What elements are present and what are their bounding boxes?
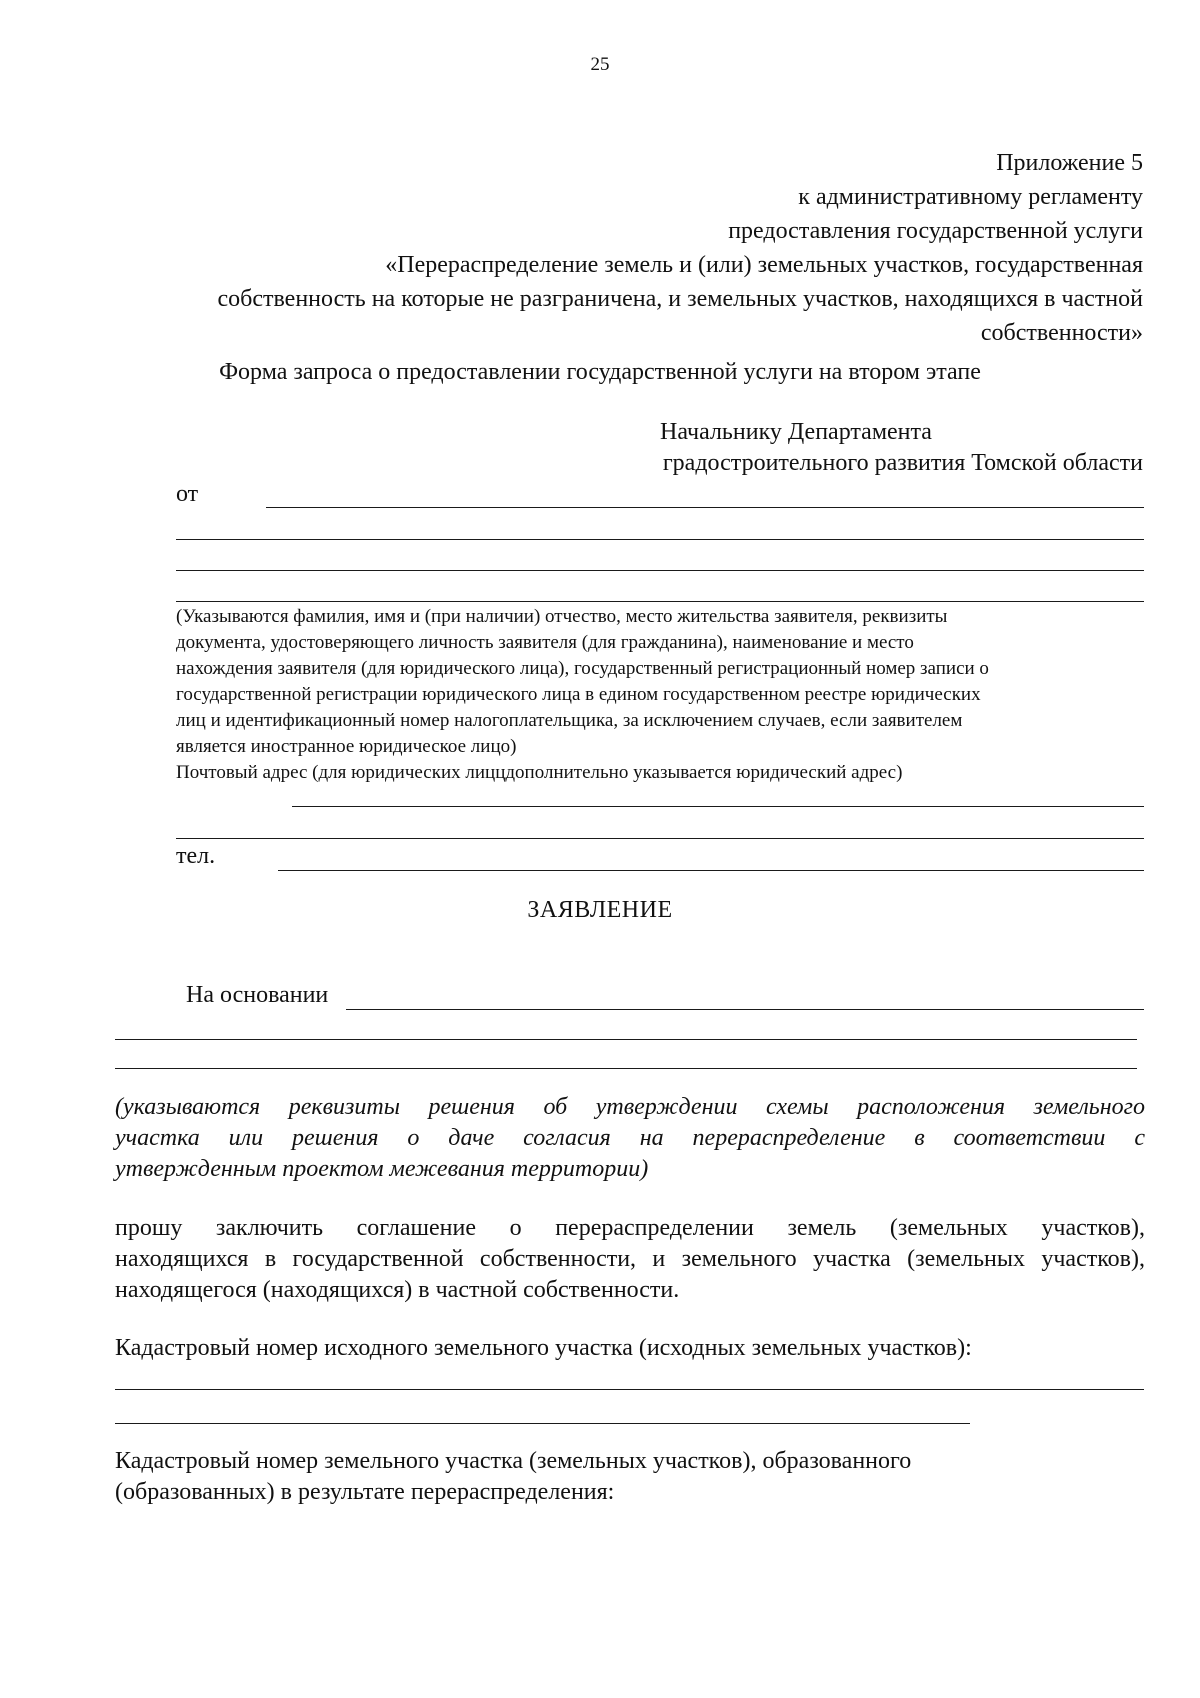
applicant-hint-line: нахождения заявителя (для юридического лица), государственный регистрационный номер записи о bbox=[176, 658, 989, 679]
result-cadastral-label-line: (образованных) в результате перераспределения: bbox=[115, 1479, 615, 1505]
appendix-header bbox=[100, 146, 1143, 350]
basis-hint-line: (указываются реквизиты решения об утверждении схемы расположения земельного bbox=[115, 1094, 1145, 1120]
phone-label: тел. bbox=[176, 843, 216, 869]
applicant-field-line-2[interactable] bbox=[176, 539, 1144, 540]
appendix-line-5: собственность на которые не разграничена, и земельных участков, находящихся в частной bbox=[217, 286, 1143, 312]
request-text-line: прошу заключить соглашение о перераспределении земель (земельных участков), bbox=[115, 1215, 1145, 1241]
basis-hint-line: утвержденным проектом межевания территории) bbox=[115, 1156, 649, 1182]
statement-title: ЗАЯВЛЕНИЕ bbox=[527, 897, 673, 923]
applicant-hint-line: лиц и идентификационный номер налогоплательщика, за исключением случаев, если заявителем bbox=[176, 710, 963, 731]
basis-hint bbox=[115, 1092, 1145, 1185]
appendix-line-2: к административному регламенту bbox=[798, 184, 1143, 210]
addressee-line-1: Начальнику Департамента bbox=[660, 419, 932, 445]
source-cadastral-label: Кадастровый номер исходного земельного участка (исходных земельных участков): bbox=[115, 1335, 972, 1361]
result-cadastral-label-line: Кадастровый номер земельного участка (земельных участков), образованного bbox=[115, 1448, 912, 1474]
addressee-line-2: градостроительного развития Томской области bbox=[662, 450, 1143, 476]
applicant-field-line-4[interactable] bbox=[176, 601, 1144, 602]
appendix-line-6: собственности» bbox=[980, 320, 1143, 346]
result-cadastral-label bbox=[115, 1446, 911, 1508]
applicant-field-line-1[interactable] bbox=[266, 507, 1144, 508]
appendix-line-3: предоставления государственной услуги bbox=[728, 218, 1143, 244]
request-text bbox=[115, 1213, 1145, 1306]
applicant-hint-line: является иностранное юридическое лицо) bbox=[176, 736, 517, 757]
request-text-line: находящегося (находящихся) в частной собственности. bbox=[115, 1277, 680, 1303]
postal-address-line-1[interactable] bbox=[292, 806, 1144, 807]
basis-field-line-2[interactable] bbox=[115, 1039, 1137, 1040]
appendix-line-4: «Перераспределение земель и (или) земельных участков, государственная bbox=[385, 252, 1143, 278]
page-number: 25 bbox=[590, 54, 610, 75]
postal-address-label: Почтовый адрес (для юридических лиццдополнительно указывается юридический адрес) bbox=[176, 762, 903, 783]
applicant-hint-line: (Указываются фамилия, имя и (при наличии) отчество, место жительства заявителя, реквизиты bbox=[176, 606, 948, 627]
basis-hint-line: участка или решения о даче согласия на перераспределение в соответствии с bbox=[115, 1125, 1145, 1151]
applicant-hint-line: документа, удостоверяющего личность заявителя (для гражданина), наименование и место bbox=[176, 632, 914, 653]
applicant-hint bbox=[176, 604, 989, 786]
basis-field-line-3[interactable] bbox=[115, 1068, 1137, 1069]
applicant-field-line-3[interactable] bbox=[176, 570, 1144, 571]
source-cadastral-field-line-2[interactable] bbox=[115, 1423, 970, 1424]
request-text-line: находящихся в государственной собственности, и земельного участка (земельных участков), bbox=[115, 1246, 1145, 1272]
form-title: Форма запроса о предоставлении государственной услуги на втором этапе bbox=[219, 359, 981, 385]
basis-label: На основании bbox=[186, 982, 329, 1008]
source-cadastral-field-line-1[interactable] bbox=[115, 1389, 1144, 1390]
basis-field-line-1[interactable] bbox=[346, 1009, 1144, 1010]
appendix-title: Приложение 5 bbox=[996, 150, 1143, 176]
phone-field-line[interactable] bbox=[278, 870, 1144, 871]
from-label: от bbox=[176, 481, 199, 507]
applicant-hint-line: государственной регистрации юридического лица в едином государственном реестре юридических bbox=[176, 684, 981, 705]
postal-address-line-2[interactable] bbox=[176, 838, 1144, 839]
